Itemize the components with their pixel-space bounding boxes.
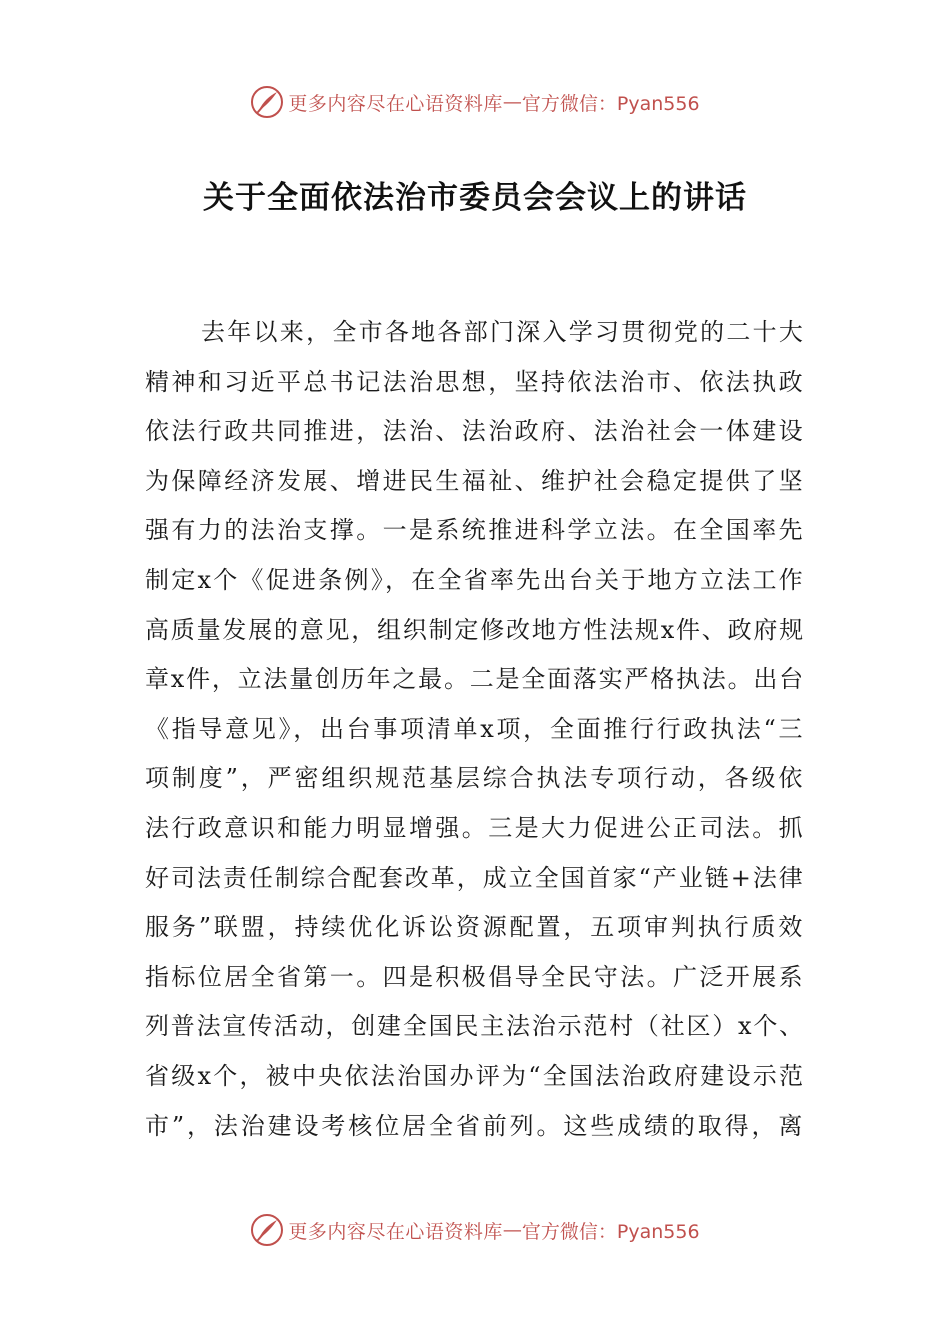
header-watermark [0,82,950,122]
quill-logo-icon [250,85,284,119]
paragraph-line: 高质量发展的意见，组织制定修改地方性法规x件、政府规 [145,615,805,644]
paragraph-line: 去年以来，全市各地各部门深入学习贯彻党的二十大 [201,318,806,346]
paragraph-line: 《指导意见》，出台事项清单x项，全面推行行政执法“三 [145,714,806,743]
paragraph-line: 制定x个《促进条例》，在全省率先出台关于地方立法工作 [145,565,805,594]
footer-watermark [0,1210,950,1250]
paragraph-line: 指标位居全省第一。四是积极倡导全民守法。广泛开展系 [145,962,805,991]
paragraph-line: 好司法责任制综合配套改革，成立全国首家“产业链+法律 [145,863,805,892]
paragraph-line: 市”，法治建设考核位居全省前列。这些成绩的取得，离 [145,1111,806,1140]
paragraph-line: 法行政意识和能力明显增强。三是大力促进公正司法。抓 [145,813,805,842]
paragraph-line: 精神和习近平总书记法治思想，坚持依法治市、依法执政 [145,367,805,396]
paragraph-line: 章x件，立法量创历年之最。二是全面落实严格执法。出台 [145,665,805,694]
paragraph-line: 为保障经济发展、增进民生福祉、维护社会稳定提供了坚 [145,466,805,495]
watermark-wechat: 官方微信：Pyan556 [521,1220,700,1243]
paragraph-line: 列普法宣传活动，创建全国民主法治示范村（社区）x个、 [145,1012,805,1041]
paragraph-line: 省级x个，被中央依法治国办评为“全国法治政府建设示范 [145,1061,806,1090]
document-body [145,308,805,1151]
quill-logo-icon [250,1213,284,1247]
paragraph-line: 项制度”，严密组织规范基层综合执法专项行动，各级依 [145,764,806,793]
paragraph-line: 强有力的法治支撑。一是系统推进科学立法。在全国率先 [145,516,805,545]
watermark-wechat: 官方微信：Pyan556 [521,92,700,115]
paragraph-line: 服务”联盟，持续优化诉讼资源配置，五项审判执行质效 [145,913,806,942]
document-title: 关于全面依法治市委员会会议上的讲话 [203,180,747,216]
watermark-brand: 更多内容尽在心语资料库 [288,92,503,115]
watermark-dash: — [502,1219,522,1241]
paragraph-line: 依法行政共同推进，法治、法治政府、法治社会一体建设 [145,417,805,446]
watermark-dash: — [502,91,522,113]
watermark-brand: 更多内容尽在心语资料库 [288,1220,503,1243]
